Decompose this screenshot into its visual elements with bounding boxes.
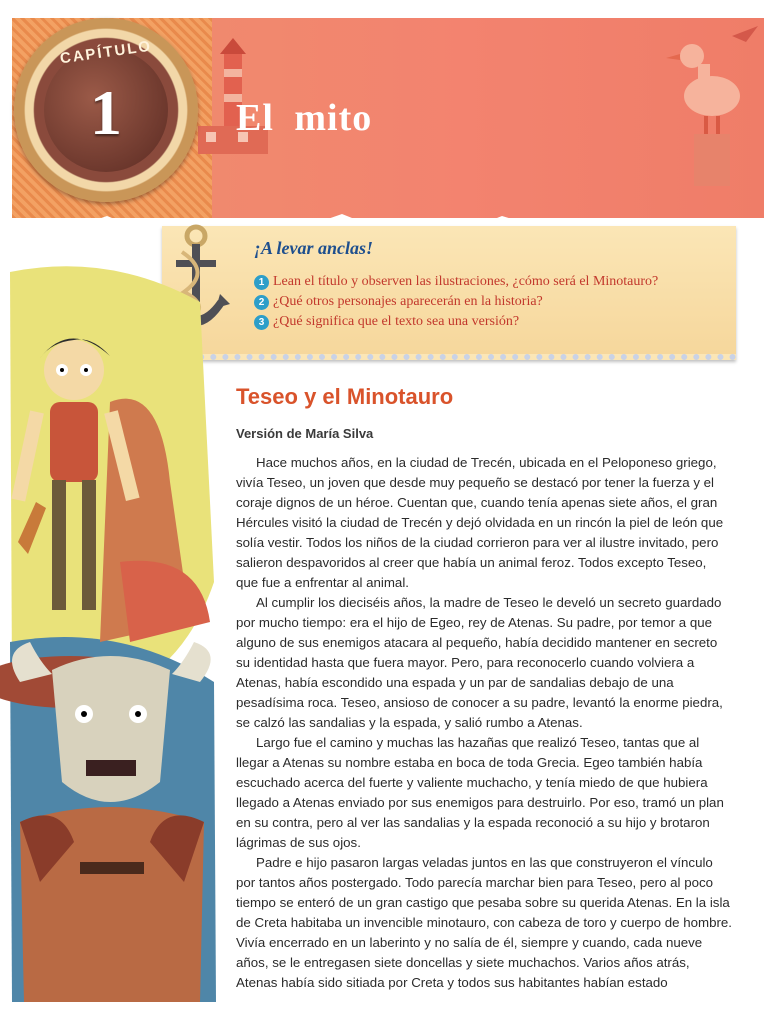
teseo-minotaur-illustration <box>0 262 224 1012</box>
question-text: ¿Qué otros personajes aparecerán en la historia? <box>273 294 543 309</box>
question-list <box>254 272 658 332</box>
question-number-badge: 2 <box>254 295 269 310</box>
question-number-badge: 3 <box>254 315 269 330</box>
chapter-number: 1 <box>90 77 122 148</box>
question-text: Lean el título y observen las ilustraciones, ¿cómo será el Minotauro? <box>273 274 659 289</box>
chapter-label: CAPÍTULO <box>58 37 154 68</box>
list-item <box>254 312 658 332</box>
story-author: Versión de María Silva <box>236 426 374 441</box>
question-text: ¿Qué significa que el texto sea una versión? <box>273 314 520 329</box>
seagull-icon <box>662 26 762 186</box>
story-paragraph: Hace muchos años, en la ciudad de Trecén, ubicada en el Peloponeso griego, vivía Teseo, un joven que desde muy pequeño se destacó por tener la fuerza y el coraje dignos de un héroe. Cuentan que, cuando tenía apenas siete años, el gran Hércules visitó la ciudad de Trecén y dejó olvidada en un rincón la piel de león que solía vestir. Todos los niños de la ciudad corrieron para ver al ilustre invitado, pero salieron despavoridos al creer que había un animal feroz. Todos excepto Teseo, que fue a enfrentar al animal. <box>236 455 724 590</box>
anchors-box-title: ¡A levar anclas! <box>254 238 374 258</box>
story-body <box>236 453 732 993</box>
list-item <box>254 272 658 292</box>
story-paragraph: Al cumplir los dieciséis años, la madre de Teseo le develó un secreto guardado por mucho tiempo: era el hijo de Egeo, rey de Atenas. Su padre, por temor a que alguno de sus enemigos atacara al pequeño, había decidido mantener en secreto su identidad hasta que fuera mayor. Pero, para reconocerlo cuando volviera a Atenas, había escondido una espada y un par de sandalias debajo de una pesadísima roca. Teseo, ansioso de conocer a su padre, levantó la enorme piedra, se calzó las sandalias y la espada, y salió rumbo a Atenas. <box>236 595 723 730</box>
story-paragraph: Largo fue el camino y muchas las hazañas que realizó Teseo, tantas que al llegar a Atenas su nombre estaba en boca de toda Grecia. Egeo también había escuchado acerca del fuerte y valiente muchacho, y tenía miedo de que hubiera llegado a Atenas enviado por sus enemigos para destruirlo. Por eso, tramó un plan en su contra, pero al ver las sandalias y la espada reconoció a su hijo y brotaron lágrimas de sus ojos. <box>236 735 724 850</box>
list-item <box>254 292 658 312</box>
story-title: Teseo y el Minotauro <box>236 384 454 409</box>
chapter-title: El mito <box>236 97 373 139</box>
question-number-badge: 1 <box>254 275 269 290</box>
story-paragraph: Padre e hijo pasaron largas veladas juntos en las que construyeron el vínculo por tantos años postergado. Todo parecía marchar bien para Teseo, pero al poco tiempo se enteró de un gran castigo que pesaba sobre su querida Atenas. En la isla de Creta habitaba un invencible minotauro, con cabeza de toro y cuerpo de hombre. Vivía encerrado en un laberinto y no salía de él, siempre y cuando, cada nueve años, se le entregasen siete doncellas y siete muchachos. Varios años atrás, Atenas había sido sitiada por Creta y todos sus habitantes habían estado <box>236 855 732 990</box>
torn-paper-edge <box>12 208 764 218</box>
